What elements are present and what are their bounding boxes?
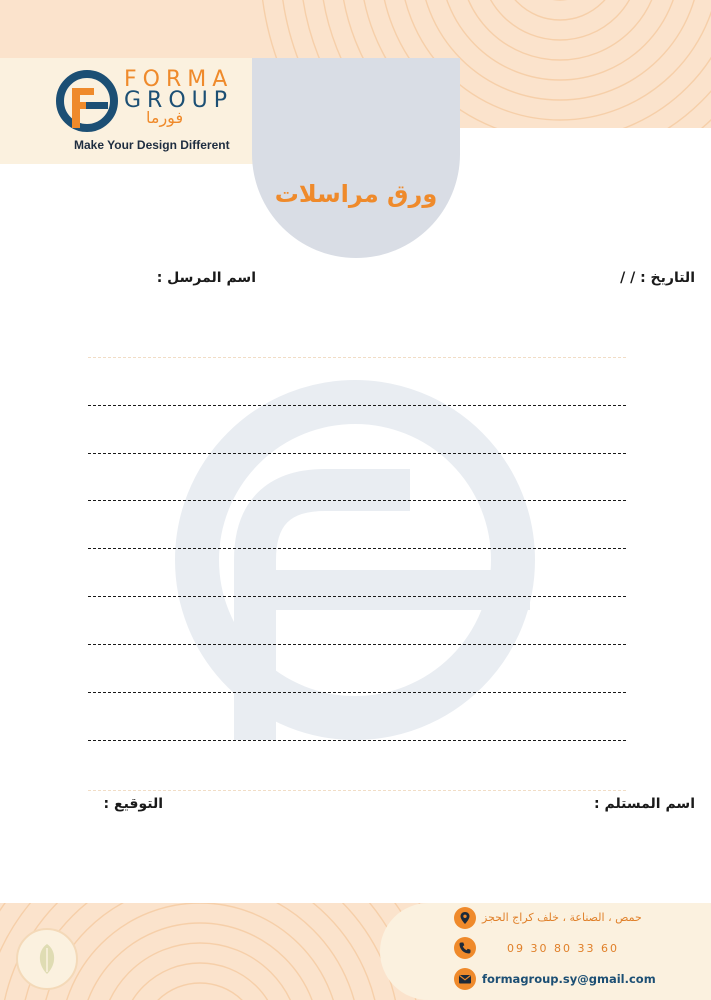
writing-line[interactable] (88, 500, 626, 501)
brand-name-line1: FORMA (124, 67, 234, 92)
writing-line[interactable] (88, 405, 626, 406)
recipient-field[interactable]: اسم المستلم : (594, 796, 695, 812)
brand-name-arabic: فورما (146, 108, 184, 127)
location-pin-icon (454, 907, 476, 929)
email-text[interactable]: formagroup.sy@gmail.com (482, 972, 656, 986)
faint-guide-line (88, 357, 626, 358)
writing-line[interactable] (88, 453, 626, 454)
signature-field[interactable]: التوقيع : (103, 796, 163, 812)
brand-tagline: Make Your Design Different (74, 138, 230, 152)
writing-line[interactable] (88, 548, 626, 549)
brand-name-line2: GROUP (124, 88, 234, 113)
email-icon (454, 968, 476, 990)
document-title: ورق مراسلات (274, 180, 438, 208)
faint-guide-line (88, 790, 626, 791)
address-text: حمص ، الصناعة ، خلف كراج الحجز (482, 911, 642, 924)
writing-line[interactable] (88, 644, 626, 645)
title-disc (252, 58, 460, 258)
writing-line[interactable] (88, 596, 626, 597)
watermark-logo-icon (160, 360, 550, 760)
date-field[interactable]: التاريخ : / / (620, 270, 695, 286)
phone-icon (454, 937, 476, 959)
phone-text: 09 30 80 33 60 (507, 942, 619, 955)
writing-line[interactable] (88, 692, 626, 693)
forma-logo-icon (56, 70, 118, 132)
corner-seal (16, 928, 78, 990)
writing-line[interactable] (88, 740, 626, 741)
sender-field[interactable]: اسم المرسل : (156, 270, 256, 286)
